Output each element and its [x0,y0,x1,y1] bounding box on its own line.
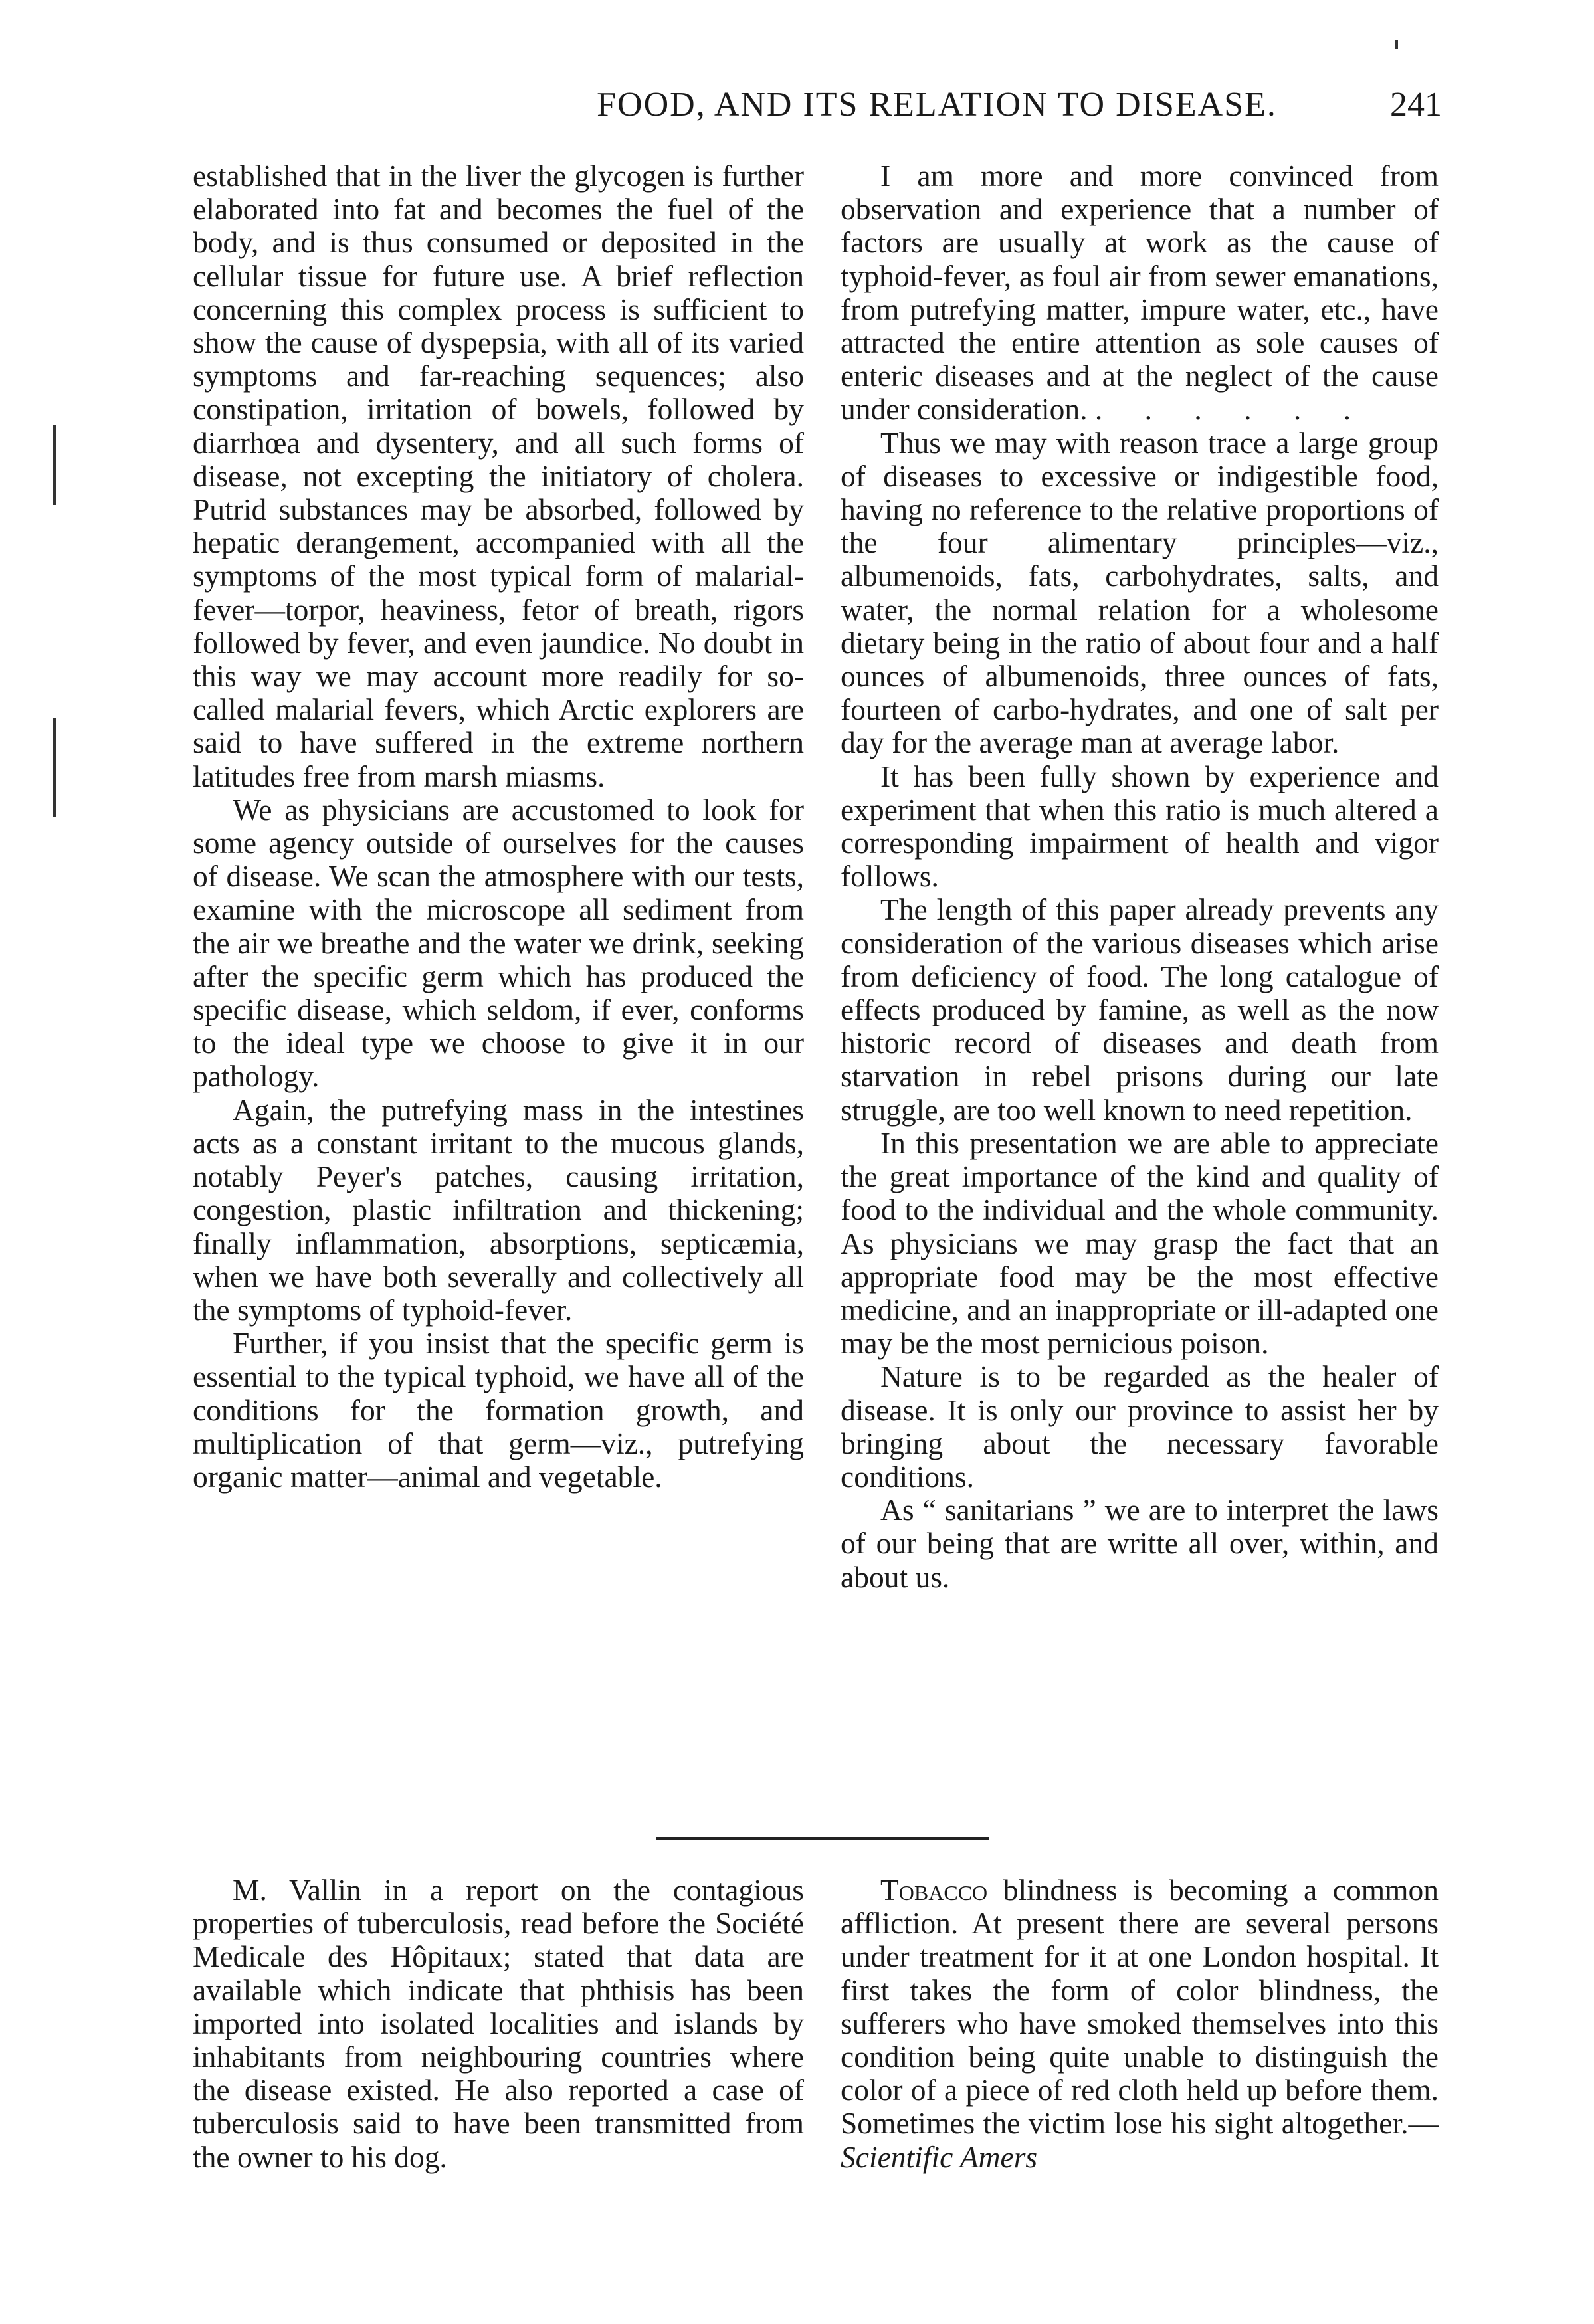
paragraph-text: I am more and more convinced from observation and experience that a number of factors are usually at work as the cause of typhoid-fever, as foul air from sewer emanations, from putrefying matter, impure water, etc., have attracted the entire attention as sole causes of enteric diseases and at the neglect of the cause under consideration. [841,159,1439,427]
paragraph: M. Vallin in a report on the contagious properties of tuberculosis, read before the Société Medicale des Hôpitaux; stated that data are available which indicate that phthisis has been imported into isolated localities and islands by inhabitants from neighbouring countries where the disease existed. He also reported a case of tuberculosis said to have been transmitted from the owner to his dog. [193,1873,804,2174]
note-vallin [193,1874,804,2174]
source-citation: Scientific Amers [841,2139,1038,2174]
note-tobacco [841,1874,1439,2174]
lead-word: Tobacco [880,1873,988,1907]
paragraph: Thus we may with reason trace a large group of diseases to excessive or indigestible food, having no reference to the relative proportions of the four alimentary principles—viz., albumenoids, fats, carbohydrates, salts, and water, the normal relation for a wholesome dietary being in the ratio of about four and a half ounces of albumenoids, three ounces of fats, fourteen of carbo-hydrates, and one of salt per day for the average man at average labor. [841,425,1439,760]
paragraph-text: blindness is becoming a common affliction. At present there are several persons under treatment for it at one London hospital. It first takes the form of color blindness, the sufferers who have smoked themselves into this condition being quite unable to distinguish the color of a piece of red cloth held up before them. Sometimes the victim lose his sight altogether.— [841,1873,1439,2141]
page-number: 241 [1390,86,1442,124]
paragraph [841,1874,1439,2174]
paragraph: In this presentation we are able to appreciate the great importance of the kind and quality of food to the individual and the whole community. As physicians we may grasp the fact that an appropriate food may be the most effective medicine, and an inappropriate or ill-adapted one may be the most pernicious poison. [841,1125,1439,1361]
paragraph: Again, the putrefying mass in the intestines acts as a constant irritant to the mucous glands, notably Peyer's patches, causing irritation, congestion, plastic infiltration and thickening; finally inflammation, absorptions, septicæmia, when we have both severally and collectively all the symptoms of typhoid-fever. [193,1092,804,1327]
scan-mark [53,425,56,505]
running-title: FOOD, AND ITS RELATION TO DISEASE. [597,86,1277,124]
paragraph: As “ sanitarians ” we are to interpret the laws of our being that are writte all over, within, and about us. [841,1493,1439,1594]
scan-mark [1395,40,1398,49]
article-right-column [841,159,1439,1594]
paragraph: The length of this paper already prevents any consideration of the various diseases which arise from deficiency of food. The long catalogue of effects produced by famine, as well as the now historic record of diseases and death from starvation in rebel prisons during our late struggle, are too well known to need repetition. [841,892,1439,1127]
article-left-column [193,159,804,1494]
section-divider [656,1837,989,1840]
paragraph: Nature is to be regarded as the healer of disease. It is only our province to assist her by bringing about the necessary favorable conditions. [841,1359,1439,1494]
ellipsis: . . . . . . [1094,392,1368,427]
paragraph: It has been fully shown by experience and experiment that when this ratio is much altered a corresponding impairment of health and vigor follows. [841,759,1439,894]
paragraph: We as physicians are accustomed to look for some agency outside of ourselves for the causes of disease. We scan the atmosphere with our tests, examine with the microscope all sediment from the air we breathe and the water we drink, seeking after the specific germ which has produced the specific disease, which seldom, if ever, conforms to the ideal type we choose to give it in our pathology. [193,792,804,1094]
paragraph: Further, if you insist that the specific germ is essential to the typical typhoid, we have all of the conditions for the formation growth, and multiplication of that germ—viz., putrefying organic matter—animal and vegetable. [193,1326,804,1494]
scan-mark [53,718,56,817]
paragraph: established that in the liver the glycogen is further elaborated into fat and becomes the fuel of the body, and is thus consumed or deposited in the cellular tissue for future use. A brief reflection concerning this complex process is sufficient to show the cause of dyspepsia, with all of its varied symptoms and far-reaching sequences; also constipation, irritation of bowels, followed by diarrhœa and dysentery, and all such forms of disease, not excepting the initiatory of cholera. Putrid substances may be absorbed, followed by hepatic derangement, accompanied with all the symptoms of the most typical form of malarial-fever—torpor, heaviness, fetor of breath, rigors followed by fever, and even jaundice. No doubt in this way we may account more readily for so-called malarial fevers, which Arctic explorers are said to have suffered in the extreme northern latitudes free from marsh miasms. [193,159,804,793]
paragraph [841,159,1439,427]
